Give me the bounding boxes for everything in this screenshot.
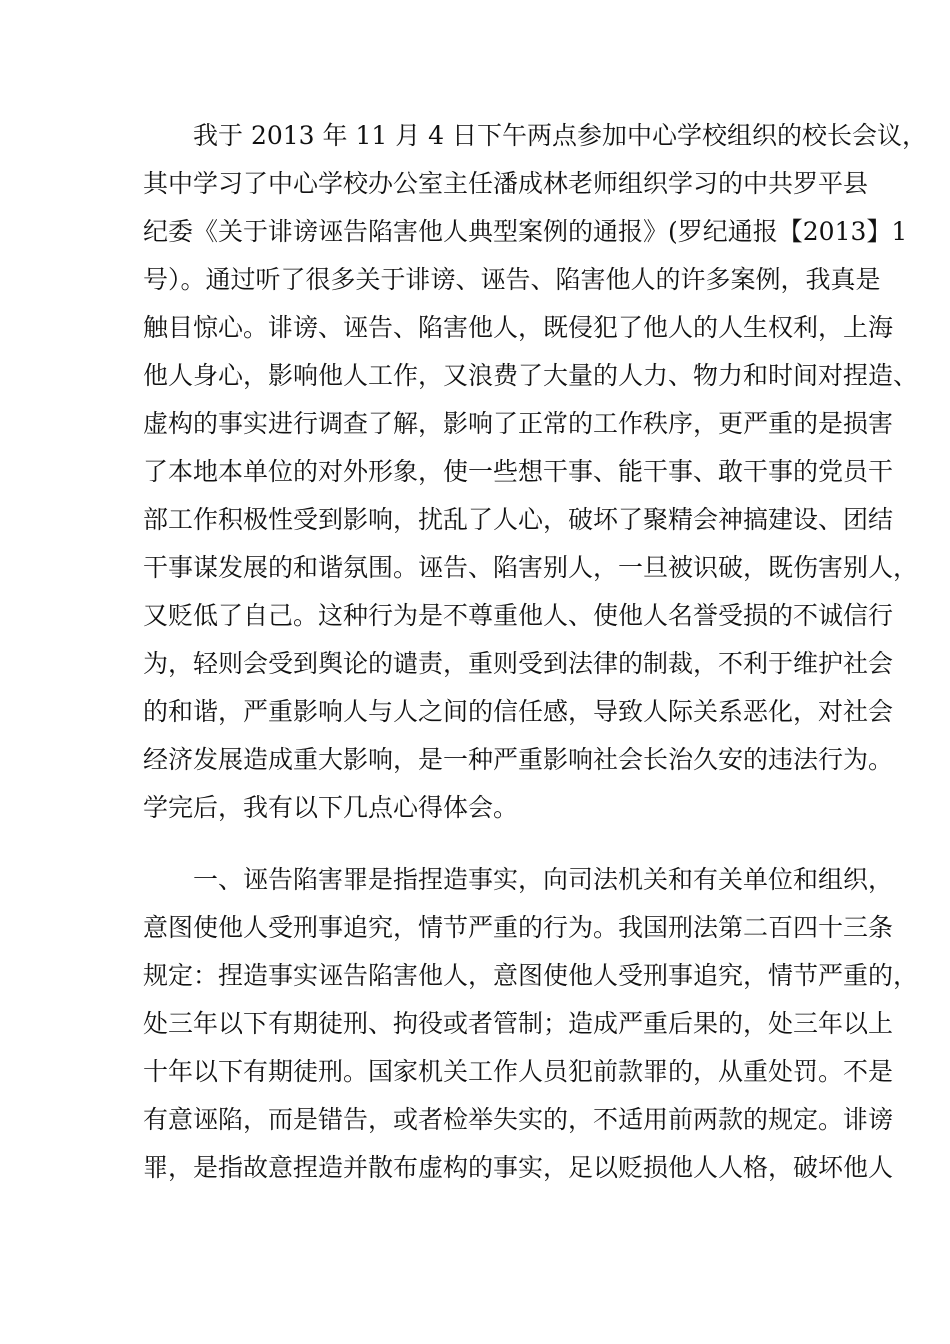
paragraph-1-line-15: 学完后，我有以下几点心得体会。	[143, 793, 519, 822]
paragraph-2-line-6: 有意诬陷，而是错告，或者检举失实的，不适用前两款的规定。诽谤	[143, 1105, 894, 1134]
paragraph-1-line-14: 经济发展造成重大影响，是一种严重影响社会长治久安的违法行为。	[143, 745, 894, 774]
paragraph-1-line-6: 他人身心，影响他人工作，又浪费了大量的人力、物力和时间对捏造、	[143, 361, 919, 390]
paragraph-2-line-1: 一、诬告陷害罪是指捏造事实，向司法机关和有关单位和组织，	[193, 865, 894, 894]
paragraph-1-line-3: 纪委《关于诽谤诬告陷害他人典型案例的通报》(罗纪通报【2013】1	[143, 217, 908, 246]
paragraph-2-line-7: 罪，是指故意捏造并散布虚构的事实，足以贬损他人人格，破坏他人	[143, 1153, 894, 1182]
paragraph-1-line-13: 的和谐，严重影响人与人之间的信任感，导致人际关系恶化，对社会	[143, 697, 894, 726]
paragraph-1-line-11: 又贬低了自己。这种行为是不尊重他人、使他人名誉受损的不诚信行	[143, 601, 894, 630]
paragraph-1-line-4: 号）。通过听了很多关于诽谤、诬告、陷害他人的许多案例，我真是	[143, 265, 881, 294]
paragraph-2-line-3: 规定：捏造事实诬告陷害他人，意图使他人受刑事追究，情节严重的，	[143, 961, 919, 990]
paragraph-2-line-2: 意图使他人受刑事追究，情节严重的行为。我国刑法第二百四十三条	[143, 913, 894, 942]
paragraph-1-line-2: 其中学习了中心学校办公室主任潘成林老师组织学习的中共罗平县	[143, 169, 869, 198]
paragraph-2-line-5: 十年以下有期徒刑。国家机关工作人员犯前款罪的，从重处罚。不是	[143, 1057, 894, 1086]
paragraph-1-line-5: 触目惊心。诽谤、诬告、陷害他人，既侵犯了他人的人生权利，上海	[143, 313, 894, 342]
paragraph-1-line-8: 了本地本单位的对外形象，使一些想干事、能干事、敢干事的党员干	[143, 457, 894, 486]
paragraph-2-line-4: 处三年以下有期徒刑、拘役或者管制；造成严重后果的，处三年以上	[143, 1009, 894, 1038]
paragraph-1-line-10: 干事谋发展的和谐氛围。诬告、陷害别人，一旦被识破，既伤害别人，	[143, 553, 919, 582]
paragraph-1-line-7: 虚构的事实进行调查了解，影响了正常的工作秩序，更严重的是损害	[143, 409, 894, 438]
paragraph-1-line-9: 部工作积极性受到影响，扰乱了人心，破坏了聚精会神搞建设、团结	[143, 505, 894, 534]
paragraph-1-line-1: 我于 2013 年 11 月 4 日下午两点参加中心学校组织的校长会议，	[193, 121, 928, 150]
paragraph-1-line-12: 为，轻则会受到舆论的谴责，重则受到法律的制裁，不利于维护社会	[143, 649, 894, 678]
